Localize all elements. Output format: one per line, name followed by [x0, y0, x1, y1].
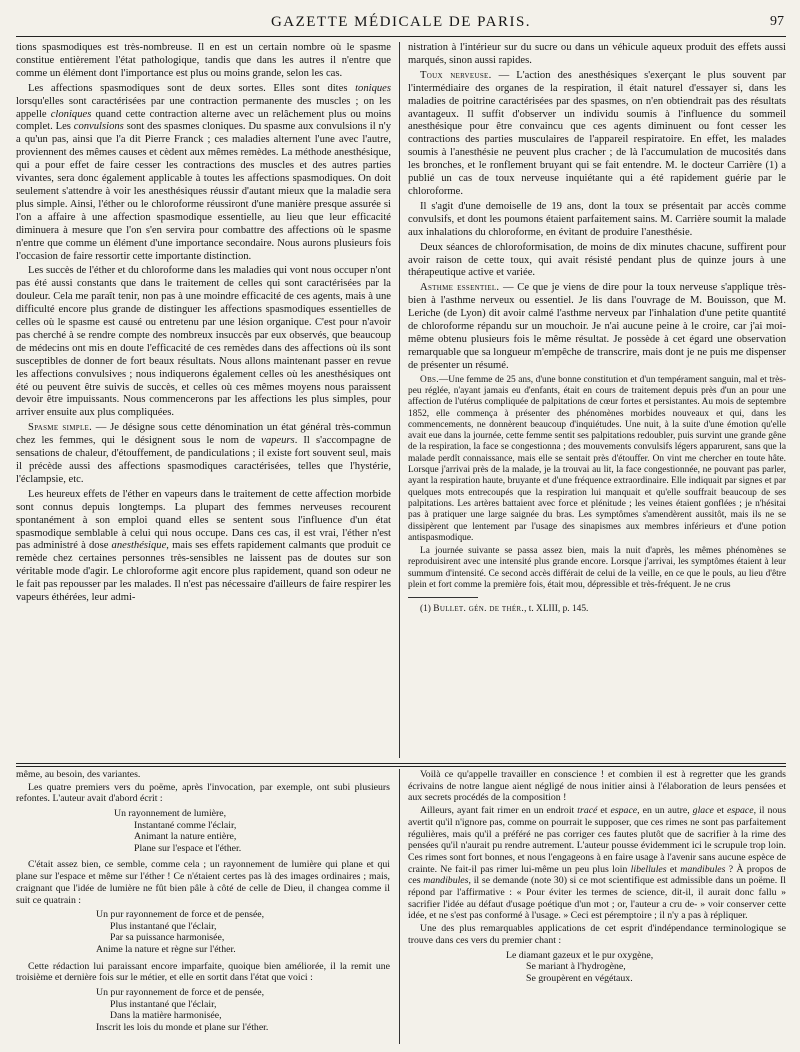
text-run: sont des spasmes cloniques. Du spasme aux convulsions il n'y a qu'un pas, ainsi que l'a dit Pierre Franck ; ces maladies alternent l'une avec l'autre, proviennent des mêmes causes et cèdent aux mêmes remèdes. La méthode anesthésique, qui a pour effet de faire cesser les contractions des muscles et des autres parties vivantes, sera donc également applicable à toutes les affections spasmodiques. On doit seulement s'attendre à voir les anesthésiques réussir d'autant mieux que la maladie sera plus simple. Ainsi, l'éther ou le chloroforme réussiront d'une manière presque assurée si l'on a affaire à une affection spasmodique essentielle, au lieu que leur efficacité diminuera à mesure que l'on s'en servira pour combattre des affections où le spasme n'entre que comme un élément d'une importance secondaire. Nous aurons plusieurs fois l'occasion de faire ressortir cette importante distinction. — [16, 121, 391, 262]
article-section — [16, 42, 786, 758]
page-header — [16, 10, 786, 37]
text-run: — Ce que je viens de dire pour la toux nerveuse s'applique très-bien à l'asthme nerveux ou essentiel. Je lis dans l'ouvrage de M. Bouisson, que M. Leriche (de Lyon) dit avoir calmé l'asthme nerveux par l'inhalation d'une petite quantité de chloroforme répandu sur un mouchoir. Je n'ai aucune peine à le croire, car j'ai moi-même obtenu plusieurs fois le même résultat. Je possède à cet égard une observation remarquable que sa longueur m'empêche de transcrire, mais dont je ne puis me dispenser de présenter un résumé. — [408, 282, 786, 371]
paragraph: Les quatre premiers vers du poëme, après l'invocation, par exemple, ont subi plusieurs refontes. L'auteur avait d'abord écrit : — [16, 781, 390, 805]
right-column — [408, 42, 786, 758]
verse-line: Anime la nature et règne sur l'éther. — [96, 944, 236, 956]
paragraph: Deux séances de chloroformisation, de moins de dix minutes chacune, suffirent pour avoir raison de cette toux, qui avait résisté pendant plus de quinze jours à une thérapeutique active et variée. — [408, 241, 786, 279]
footnote-source: Bullet. gén. de thér. — [433, 604, 525, 615]
section-heading: Spasme simple. — [28, 422, 93, 434]
italic-term: libellules — [630, 863, 667, 875]
text-run: — L'action des anesthésiques s'exerçant le plus souvent par l'intermédiaire des organes de la respiration, il était naturel d'essayer si, dans les maladies de poitrine caractérisées par des spasmes, on n'en obtiendrait pas des résultats avantageux. Il suffit d'observer un individu soumis à l'influence du sommeil anesthésique pour être convaincu que ces agents diminuent ou font cesser les contractions des parties musculaires de l'appareil respiratoire. En effet, les malades soumis à l'anesthésie ne peuvent plus cracher ; de là l'accumulation de mucosités dans les bronches, et le ronflement bruyant qui se fait entendre. M. le docteur Carrière (1) a publié un cas de toux nerveuse inquiétante qui a été rapidement guérie par le chloroforme. — [408, 69, 786, 197]
verse-line: Dans la matière harmonisée, — [110, 1010, 222, 1022]
observation-paragraph: La journée suivante se passa assez bien, mais la nuit d'après, les mêmes phénomènes se reproduisirent avec une intensité plus grande encore. Lorsque j'arrivai, les symptômes étaient à leur summum d'intensité. Ce second accès différait de celui de la veille, en ce que le pouls, au lieu d'être plein et fort comme la première fois, était mou, dépressible et très-fréquent. Je ne crus — [408, 546, 786, 590]
verse-line: Se mariant à l'hydrogène, — [526, 961, 626, 973]
paragraph: Une des plus remarquables applications de cet esprit d'indépendance terminologique se trouve dans ces vers du premier chant : — [408, 923, 786, 946]
text-run: et — [713, 805, 727, 817]
footnote-reference: , t. XLIII, p. 145. — [524, 604, 589, 615]
feuilleton-left-column — [16, 769, 390, 1044]
paragraph — [408, 70, 786, 199]
observation-paragraph — [408, 375, 786, 544]
paragraph — [408, 282, 786, 372]
observation-label: Obs. — [420, 374, 439, 385]
verse-line: Plus instantané que l'éclair, — [110, 920, 217, 932]
text-run: , il se demande (note 30) si ce mot scientifique est admissible dans un poëme. Il répond par l'affirmative : « Pour éviter les termes de science, dit-il, il aurait donc fallu » sacrifier l'idée au défaut d'usage poétique d'un mot ; or, l'auteur a cru de- » voir conserver cette idée, et ne s'est pas conformé à l'usage. » Ceci est péremptoire ; il n'y a pas à répliquer. — [408, 875, 786, 922]
italic-term: toniques — [355, 82, 391, 94]
footnote-number: (1) — [420, 604, 431, 615]
italic-term: tracé — [577, 805, 598, 817]
paragraph: Cette rédaction lui paraissant encore imparfaite, quoique bien améliorée, il la remit une troisième et dernière fois sur le métier, et elle en sortit dans l'état que voici : — [16, 960, 390, 984]
italic-term: cloniques — [50, 108, 92, 120]
text-run: Les heureux effets de l'éther en vapeurs dans le traitement de cette affection morbide sont connus depuis longtemps. La plupart des femmes nerveuses recourent spontanément à son emploi quand elles se sentent sous l'influence d'un état spasmodique semblable à celui qui nous occupe. Dans ces cas, il est vrai, l'éther n'est pas administré à dose — [16, 488, 391, 552]
verse-line: Instantané comme l'éclair, — [134, 819, 237, 831]
text-run: , il nous avertit qu'il n'ignore pas, comme on pourrait le supposer, que ces rimes ne sont pas parfaitement régulières, mais qu'il a préféré ne pas corriger ces fautes plutôt que de sacrifier à la rime des pensées qu'il n'aurait pu rendre autrement. L'auteur pousse évidemment ici le scrupule trop loin. Ces rimes sont fort bonnes, et nous l'engageons à en faire usage à l'avenir sans aucune espèce de crainte. Ne fait-il pas rimer lui-même un peu plus loin — [408, 805, 786, 875]
paragraph: Voilà ce qu'appelle travailler en conscience ! et combien il est à regretter que les grands écrivains de notre langue aient négligé de nous initier ainsi à l'élaboration de leurs pensées et aux secrets procédés de la composition ! — [408, 769, 786, 804]
verse-block — [408, 950, 786, 985]
feuilleton-divider — [16, 763, 786, 767]
verse-line: Un pur rayonnement de force et de pensée, — [96, 987, 265, 999]
paragraph — [16, 422, 391, 487]
left-column — [16, 42, 391, 758]
text-run: . Il s'accompagne de sensations de chaleur, d'étouffement, de pandiculations ; il existe fort souvent seul, mais il précède aussi des affections spasmodiques caractérisées, telles que l'hystérie, l'éclampsie, etc. — [16, 435, 391, 485]
section-heading: Asthme essentiel. — [420, 282, 500, 294]
verse-line: Plus instantané que l'éclair, — [110, 998, 217, 1010]
text-run: , mais ses effets rapidement calmants que produit ce remède chez certaines personnes très-sensibles ne laissent pas de doutes sur son véritable mode d'agir. Le chloroforme agit encore plus rapidement, quand son odeur ne le fait pas repousser par les malades. Il n'est pas nécessaire d'ailleurs de faire respirer les vapeurs éthérées, leur admi- — [16, 540, 391, 604]
verse-line: Inscrit les lois du monde et plane sur l'éther. — [96, 1021, 269, 1033]
text-run: et — [597, 805, 611, 817]
verse-line: Se groupèrent en végétaux. — [526, 972, 633, 984]
italic-term: glace — [692, 805, 714, 817]
newspaper-page — [16, 10, 786, 1044]
paragraph — [16, 83, 391, 264]
paragraph: Les succès de l'éther et du chloroforme dans les maladies qui vont nous occuper n'ont pas été aussi constants que dans le traitement de celles qui sont caractérisées par la douleur. Cela me paraît tenir, non pas à une moindre efficacité de ces agents, mais à une difficulté encore plus grande de distinguer les affections spasmodiques essentielles de celles où le spasme est causé ou entretenu par une lésion organique. C'est pour n'avoir pas cherché à se rendre compte des nombreux insuccès par eux observés, que beaucoup de médecins ont mis en doute l'efficacité de ces remèdes dans des affections où ils sont susceptibles de donner de fort beaux résultats. Nous allons maintenant passer en revue les affections convulsives ; nous indiquerons également celles où les anesthésiques ont été ou peuvent être suivis de succès, et celles où ces mêmes moyens nous paraissent devoir être impuissants. Nous commencerons par les affections les plus simples, pour arriver ensuite aux plus compliquées. — [16, 265, 391, 419]
page-number: 97 — [770, 14, 784, 29]
text-run: —Une femme de 25 ans, d'une bonne constitution et d'un tempérament sanguin, mal et très-peu réglée, n'ayant jamais eu d'enfants, était en cours de traitement depuis près d'un an pour une affection de l'utérus compliquée de palpitations de cœur fortes et persistantes. Au mois de septembre 1852, elle commença à présenter des phénomènes morbides nouveaux et qui, dans les commencements, ne donnèrent beaucoup d'inquiétudes. Une nuit, à la suite d'une émotion qu'elle avait eue dans la journée, cette femme sentit ses palpitations redoubler, puis survint une grande gêne de la respiration, la face se congestionna ; des mouvements convulsifs légers apparurent, sans que la malade perdît connaissance, mais elle se sentait près d'étouffer. On vint me chercher en toute hâte. Lorsque j'arrivai près de la malade, je la trouvai au lit, la face congestionnée, ne pouvant pas parler, ayant la respiration haute, bruyante et d'une fréquence extraordinaire. Elle indiquait par signes et par quelques mots entrecoupés que la respiration lui manquait et qu'elle souffrait beaucoup de ses palpitations. Les artères battaient avec force et plénitude ; les veines étaient gonflées ; je n'hésitai pas à pratiquer une large saignée du bras. Les symptômes s'amendèrent aussitôt, mais ils ne se dissipèrent que lentement par l'usage des sinapismes aux membres inférieurs et d'une potion antispasmodique. — [408, 374, 786, 543]
text-run: — Je désigne sous cette dénomination un état général très-commun chez les femmes, qui le désignent sous le nom de — [16, 422, 391, 447]
paragraph: Il s'agit d'une demoiselle de 19 ans, dont la toux se présentait par accès comme convulsifs, et dont les poumons étaient parfaitement sains. M. Carrière soumit la malade aux inhalations du chloroforme, en évitant de produire l'anesthésie. — [408, 200, 786, 238]
text-run: ? À propos de ces — [408, 863, 786, 887]
italic-term: vapeurs — [261, 435, 295, 447]
verse-line: Animant la nature entière, — [134, 831, 237, 843]
section-heading: Toux nerveuse. — [420, 69, 492, 81]
paragraph: nistration à l'intérieur sur du sucre ou dans un véhicule aqueux produit des effets aussi marqués, sinon aussi rapides. — [408, 42, 786, 66]
text-run: lorsqu'elles sont caractérisées par une contraction permanente des muscles ; on les appelle — [16, 95, 391, 120]
text-run: et — [666, 863, 681, 875]
text-run: Les affections spasmodiques sont de deux sortes. Elles sont dites — [28, 82, 356, 94]
text-run: , en un autre, — [637, 805, 693, 817]
verse-line: Un rayonnement de lumière, — [114, 808, 227, 820]
italic-term: espace — [610, 805, 638, 817]
verse-line: Plane sur l'espace et l'éther. — [134, 842, 242, 854]
paragraph: même, au besoin, des variantes. — [16, 769, 141, 780]
verse-line: Un pur rayonnement de force et de pensée, — [96, 909, 265, 921]
text-run: quand cette contraction alterne avec un relâchement plus ou moins complet. Les — [16, 108, 391, 133]
verse-block — [16, 909, 390, 955]
footnote — [408, 603, 786, 615]
italic-term: anesthésique — [111, 540, 167, 552]
paragraph: C'était assez bien, ce semble, comme cela ; un rayonnement de lumière qui plane et qui plane sur l'espace et même sur l'éther ! Ce n'étaient certes pas là des images ordinaires ; mais, craignant que l'idée de lumière ne fût bien pâle à côté de celle de Dieu, il changea comme il suit ce quatrain : — [16, 859, 390, 906]
paragraph: tions spasmodiques est très-nombreuse. Il en est un certain nombre où le spasme constitue entièrement l'état pathologique, tandis que dans les autres il n'entre que comme un élément dont l'importance est plus ou moins grande, selon les cas. — [16, 42, 391, 79]
text-run: Ailleurs, ayant fait rimer en un endroit — [420, 805, 578, 817]
feuilleton-section — [16, 769, 786, 1044]
paragraph — [16, 489, 391, 605]
feuilleton-right-column — [408, 769, 786, 1044]
verse-line: Par sa puissance harmonisée, — [110, 932, 225, 944]
verse-block — [16, 987, 390, 1033]
verse-line: Le diamant gazeux et le pur oxygène, — [506, 949, 654, 961]
italic-term: mandibules — [680, 863, 726, 875]
paragraph — [408, 805, 786, 922]
column-divider — [399, 769, 400, 1044]
italic-term: convulsions — [73, 121, 124, 133]
journal-title: GAZETTE MÉDICALE DE PARIS. — [270, 14, 532, 30]
footnote-rule — [408, 597, 478, 598]
italic-term: mandibules — [423, 875, 469, 887]
column-divider — [399, 42, 400, 758]
italic-term: espace — [726, 805, 754, 817]
verse-block — [16, 808, 390, 854]
